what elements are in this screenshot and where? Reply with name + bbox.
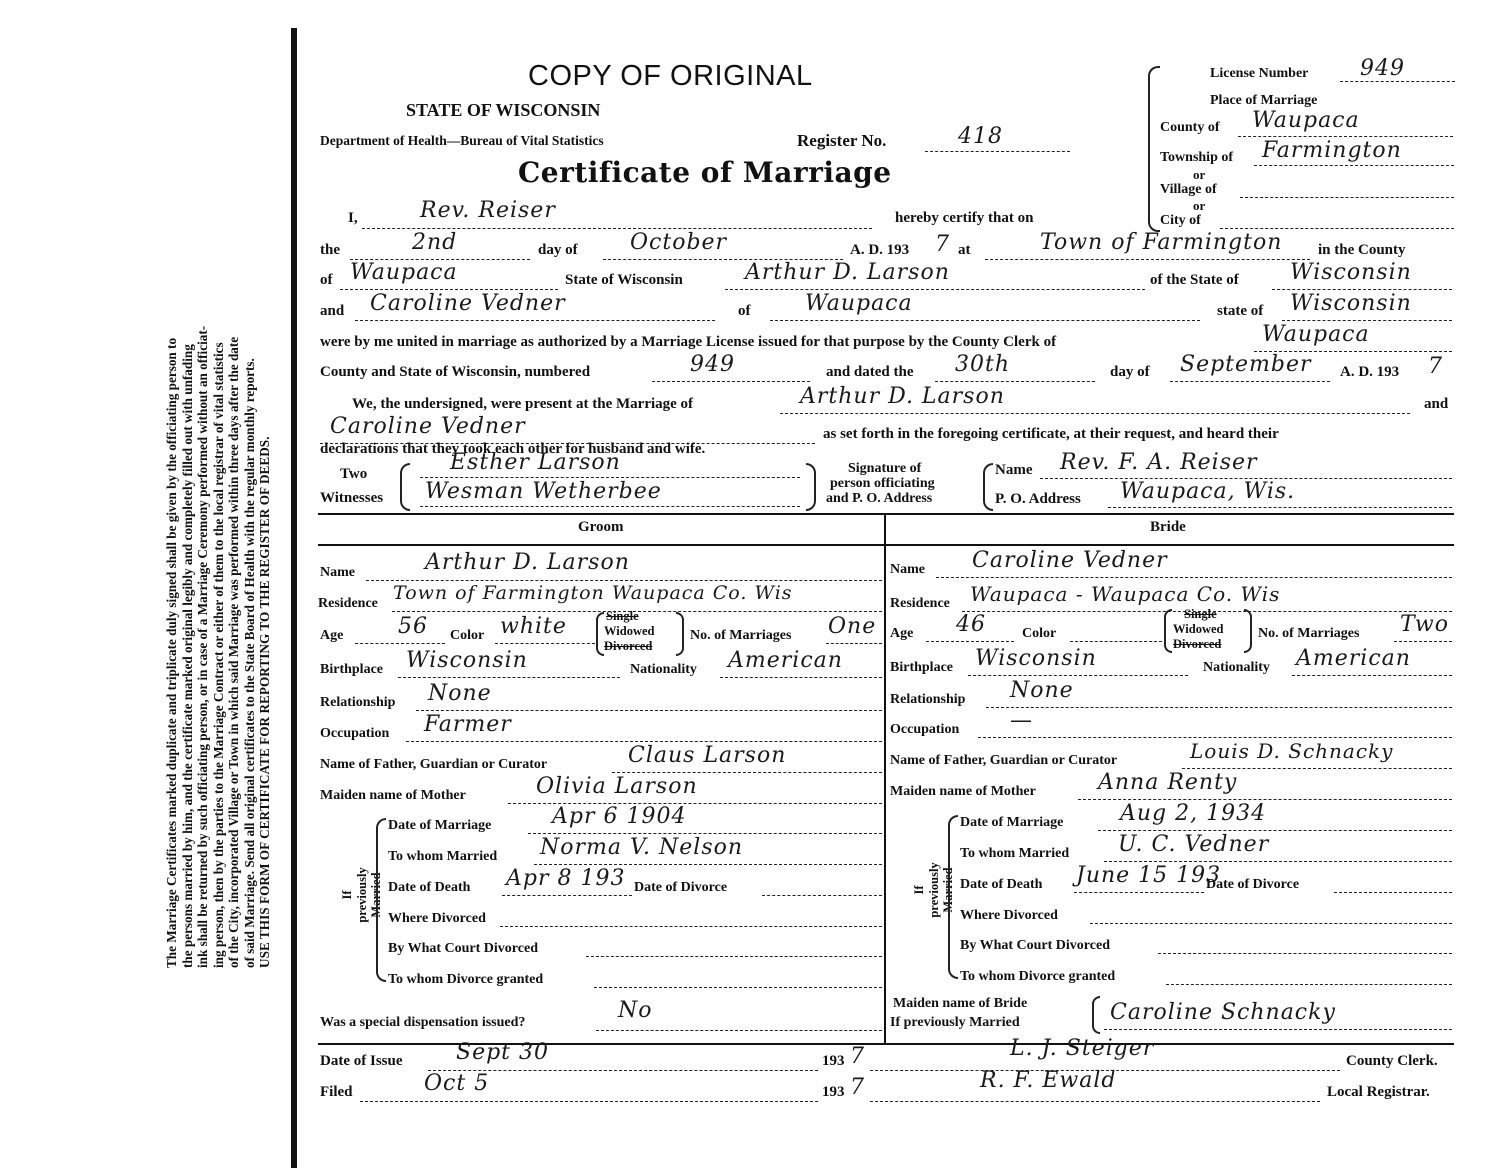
bride-maiden-label-2: If previously Married	[890, 1015, 1020, 1030]
witness-label: Witnesses	[320, 490, 384, 506]
bride-prev-if: If	[912, 885, 926, 895]
bride-occupation: —	[1010, 708, 1033, 733]
cert-the: the	[320, 242, 340, 258]
side-instructions	[257, 38, 273, 968]
groom-single: Single	[606, 609, 639, 623]
bride-relationship-label: Relationship	[890, 692, 966, 707]
groom-date-divorce-label: Date of Divorce	[634, 880, 728, 895]
bride-date-marriage: Aug 2, 1934	[1120, 801, 1267, 826]
bride-residence-label: Residence	[890, 596, 950, 611]
township-label: Township of	[1160, 150, 1234, 165]
groom-where-divorced-label: Where Divorced	[388, 911, 486, 926]
bride-prev-previously: previously	[927, 862, 941, 918]
groom-age-label: Age	[320, 628, 344, 643]
we-bride: Caroline Vedner	[330, 414, 526, 439]
groom-date-death: Apr 8 193	[506, 866, 626, 891]
groom-divorced: Divorced	[604, 639, 653, 653]
filed-value: Oct 5	[424, 1071, 490, 1096]
or-2: or	[1193, 198, 1206, 213]
groom-nationality-label: Nationality	[630, 662, 697, 677]
bride-date-death-label: Date of Death	[960, 877, 1043, 892]
groom-to-whom: Norma V. Nelson	[540, 835, 744, 860]
cert-of-state: of the State of	[1150, 272, 1239, 288]
groom-relationship-label: Relationship	[320, 695, 396, 710]
bride-maiden-value: Caroline Schnacky	[1110, 1000, 1336, 1025]
bride-age-label: Age	[890, 626, 914, 641]
groom-nationality: American	[728, 648, 843, 673]
left-border	[291, 28, 297, 1168]
bride-father: Louis D. Schnacky	[1190, 739, 1394, 763]
groom-cert: Arthur D. Larson	[745, 260, 950, 285]
cert-of-2: of	[738, 303, 751, 319]
side-instruction-line: of the City, incorporated Village or Town in which said Marriage was performed within three days after the date	[226, 336, 241, 968]
groom-mother: Olivia Larson	[536, 774, 698, 799]
cert-and: and	[320, 303, 345, 319]
cert-declarations: declarations that they took each other for husband and wife.	[320, 441, 706, 457]
bride-birthplace: Wisconsin	[975, 646, 1097, 671]
groom-prev-married: Married	[369, 872, 383, 918]
groom-num-marriages-label: No. of Marriages	[690, 628, 792, 643]
bride-to-whom-label: To whom Married	[960, 846, 1070, 861]
dispensation-label: Was a special dispensation issued?	[320, 1015, 526, 1030]
place-label: Place of Marriage	[1210, 93, 1318, 108]
filed-label: Filed	[320, 1084, 353, 1100]
groom-name: Arthur D. Larson	[425, 550, 630, 575]
bride-to-whom: U. C. Vedner	[1118, 832, 1270, 857]
cert-set-forth: as set forth in the foregoing certificate, at their request, and heard their	[823, 426, 1279, 442]
issue-label: Date of Issue	[320, 1053, 403, 1069]
copy-title: COPY OF ORIGINAL	[528, 60, 813, 92]
bride-birthplace-label: Birthplace	[890, 660, 953, 675]
cert-day-of: day of	[538, 242, 578, 258]
groom-prev-previously: previously	[355, 867, 369, 923]
bride-occupation-label: Occupation	[890, 722, 960, 737]
groom-court-label: By What Court Divorced	[388, 941, 538, 956]
bride-county: Waupaca	[805, 291, 913, 316]
po-label: P. O. Address	[995, 491, 1081, 507]
township-value: Farmington	[1262, 138, 1402, 163]
bride-residence: Waupaca - Waupaca Co. Wis	[970, 582, 1281, 606]
dispensation-value: No	[618, 998, 653, 1023]
officiant-name: Rev. F. A. Reiser	[1060, 450, 1258, 475]
county-label: County of	[1160, 120, 1220, 135]
bride-mother-label: Maiden name of Mother	[890, 784, 1036, 799]
bride-nationality-label: Nationality	[1203, 660, 1270, 675]
cert-we-and: and	[1424, 396, 1449, 412]
groom-date-death-label: Date of Death	[388, 880, 471, 895]
groom-name-label: Name	[320, 565, 355, 580]
groom-num-marriages: One	[828, 614, 877, 639]
county-value: Waupaca	[1252, 108, 1360, 133]
witness-2: Wesman Wetherbee	[425, 479, 662, 504]
bride-father-label: Name of Father, Guardian or Curator	[890, 753, 1118, 768]
cert-numbered: County and State of Wisconsin, numbered	[320, 364, 591, 380]
side-instruction-line: of said Marriage. Send all original certificates to the State Board of Health with the regular monthly reports.	[241, 358, 257, 968]
bride-name: Caroline Vedner	[972, 548, 1168, 573]
side-instruction-line: ink shall be returned by such officiating person, or in case of a Marriage Ceremony performed without an officiat-	[195, 325, 210, 968]
cert-ad: A. D. 193	[850, 242, 910, 258]
groom-widowed: Widowed	[604, 624, 655, 638]
groom-to-whom-label: To whom Married	[388, 849, 498, 864]
cert-in-county: in the County	[1318, 242, 1406, 258]
groom-color: white	[500, 614, 567, 639]
bride-num-marriages: Two	[1400, 612, 1449, 637]
place-value: Town of Farmington	[1040, 230, 1283, 255]
city-label: City of	[1160, 213, 1201, 228]
groom-age: 56	[398, 614, 428, 639]
county-value-2: Waupaca	[350, 260, 458, 285]
license-value: 949	[1360, 56, 1405, 81]
cert-of: of	[320, 272, 333, 288]
cert-day-of-2: day of	[1110, 364, 1150, 380]
side-instruction-line: ing person, then by the parties to the Marriage Contract or either of them to the local registrar of vital statistics	[210, 342, 226, 968]
cert-dated: and dated the	[826, 364, 914, 380]
officiant-name-label: Name	[995, 462, 1033, 478]
po-value: Waupaca, Wis.	[1120, 479, 1296, 504]
groom-occupation: Farmer	[424, 712, 512, 737]
clerk-county: Waupaca	[1262, 322, 1370, 347]
groom-father-label: Name of Father, Guardian or Curator	[320, 757, 548, 772]
clerk-label: County Clerk.	[1346, 1053, 1438, 1069]
side-instruction-line: The Marriage Certificates marked duplicate and triplicate duly signed shall be given by the officiating person to	[164, 337, 179, 968]
clerk-signature: L. J. Steiger	[1010, 1036, 1155, 1061]
day-value: 2nd	[412, 230, 458, 255]
officiant: Rev. Reiser	[420, 198, 556, 223]
bride-single: Single	[1184, 607, 1217, 621]
bride-cert: Caroline Vedner	[370, 291, 566, 316]
issue-value: Sept 30	[456, 1040, 550, 1065]
bride-granted-label: To whom Divorce granted	[960, 969, 1116, 984]
cert-state-of: state of	[1217, 303, 1264, 319]
filed-year-prefix: 193	[822, 1084, 845, 1100]
cert-state-wi: State of Wisconsin	[565, 272, 683, 288]
state-title: STATE OF WISCONSIN	[406, 100, 601, 120]
dated-month: September	[1180, 352, 1312, 377]
bride-prev-married: Married	[941, 867, 955, 913]
bride-heading: Bride	[1150, 519, 1186, 535]
groom-date-marriage: Apr 6 1904	[552, 804, 687, 829]
sig-line-3: and P. O. Address	[826, 491, 933, 506]
witness-two: Two	[340, 466, 368, 482]
groom-date-marriage-label: Date of Marriage	[388, 818, 492, 833]
cert-we: We, the undersigned, were present at the Marriage of	[352, 396, 694, 412]
sig-line-2: person officiating	[830, 476, 935, 491]
groom-state: Wisconsin	[1290, 260, 1412, 285]
bride-num-marriages-label: No. of Marriages	[1258, 626, 1360, 641]
bride-nationality: American	[1296, 646, 1411, 671]
dated-day: 30th	[955, 352, 1011, 377]
village-label: Village of	[1160, 182, 1217, 197]
filed-year: 7	[850, 1075, 865, 1100]
license-label: License Number	[1210, 66, 1309, 81]
bride-maiden-label-1: Maiden name of Bride	[893, 996, 1028, 1011]
groom-birthplace: Wisconsin	[406, 648, 528, 673]
bride-color-label: Color	[1022, 626, 1057, 641]
witness-1: Esther Larson	[450, 450, 621, 475]
cert-united: were by me united in marriage as authorized by a Marriage License issued for that purpose by the County Clerk of	[320, 334, 1057, 350]
groom-heading: Groom	[578, 519, 624, 535]
issue-year: 7	[850, 1044, 865, 1069]
ad-year: 7	[935, 232, 950, 257]
cert-hereby: hereby certify that on	[895, 210, 1034, 226]
groom-residence: Town of Farmington Waupaca Co. Wis	[393, 582, 793, 604]
bride-widowed: Widowed	[1173, 622, 1224, 636]
bride-date-death: June 15 193	[1076, 863, 1222, 888]
bride-divorced: Divorced	[1173, 637, 1222, 651]
side-instruction-line: the persons married by him, and the certificate marked original legibly and completely filled out with unfading	[179, 344, 195, 968]
groom-prev-if: If	[340, 890, 354, 900]
bride-state: Wisconsin	[1290, 291, 1412, 316]
license-num: 949	[690, 352, 735, 377]
groom-mother-label: Maiden name of Mother	[320, 788, 466, 803]
bride-name-label: Name	[890, 562, 925, 577]
groom-color-label: Color	[450, 628, 485, 643]
certificate-title: Certificate of Marriage	[518, 156, 892, 189]
or-1: or	[1193, 167, 1206, 182]
cert-ad-2: A. D. 193	[1340, 364, 1400, 380]
instruction-line: USE THIS FORM OF CERTIFICATE FOR REPORTING TO THE REGISTER OF DEEDS.	[257, 436, 272, 968]
we-groom: Arthur D. Larson	[800, 384, 1005, 409]
bride-age: 46	[956, 612, 986, 637]
groom-relationship: None	[428, 681, 492, 706]
ad2-year: 7	[1428, 354, 1443, 379]
groom-father: Claus Larson	[628, 743, 787, 768]
issue-year-prefix: 193	[822, 1053, 845, 1069]
groom-residence-label: Residence	[318, 596, 378, 611]
place-brace	[1148, 66, 1160, 232]
bride-where-divorced-label: Where Divorced	[960, 908, 1058, 923]
bride-date-divorce-label: Date of Divorce	[1206, 877, 1300, 892]
department: Department of Health—Bureau of Vital Statistics	[320, 133, 604, 148]
cert-i: I,	[348, 210, 358, 226]
bride-relationship: None	[1010, 678, 1074, 703]
registrar-signature: R. F. Ewald	[980, 1068, 1117, 1093]
registrar-label: Local Registrar.	[1327, 1084, 1430, 1100]
register-label: Register No.	[797, 131, 887, 150]
bride-date-marriage-label: Date of Marriage	[960, 815, 1064, 830]
sig-line-1: Signature of	[848, 461, 922, 476]
groom-occupation-label: Occupation	[320, 726, 390, 741]
groom-birthplace-label: Birthplace	[320, 662, 383, 677]
cert-at: at	[958, 242, 971, 258]
groom-granted-label: To whom Divorce granted	[388, 972, 544, 987]
register-value: 418	[958, 124, 1003, 149]
bride-mother: Anna Renty	[1098, 770, 1238, 795]
month-value: October	[630, 230, 728, 255]
bride-court-label: By What Court Divorced	[960, 938, 1110, 953]
